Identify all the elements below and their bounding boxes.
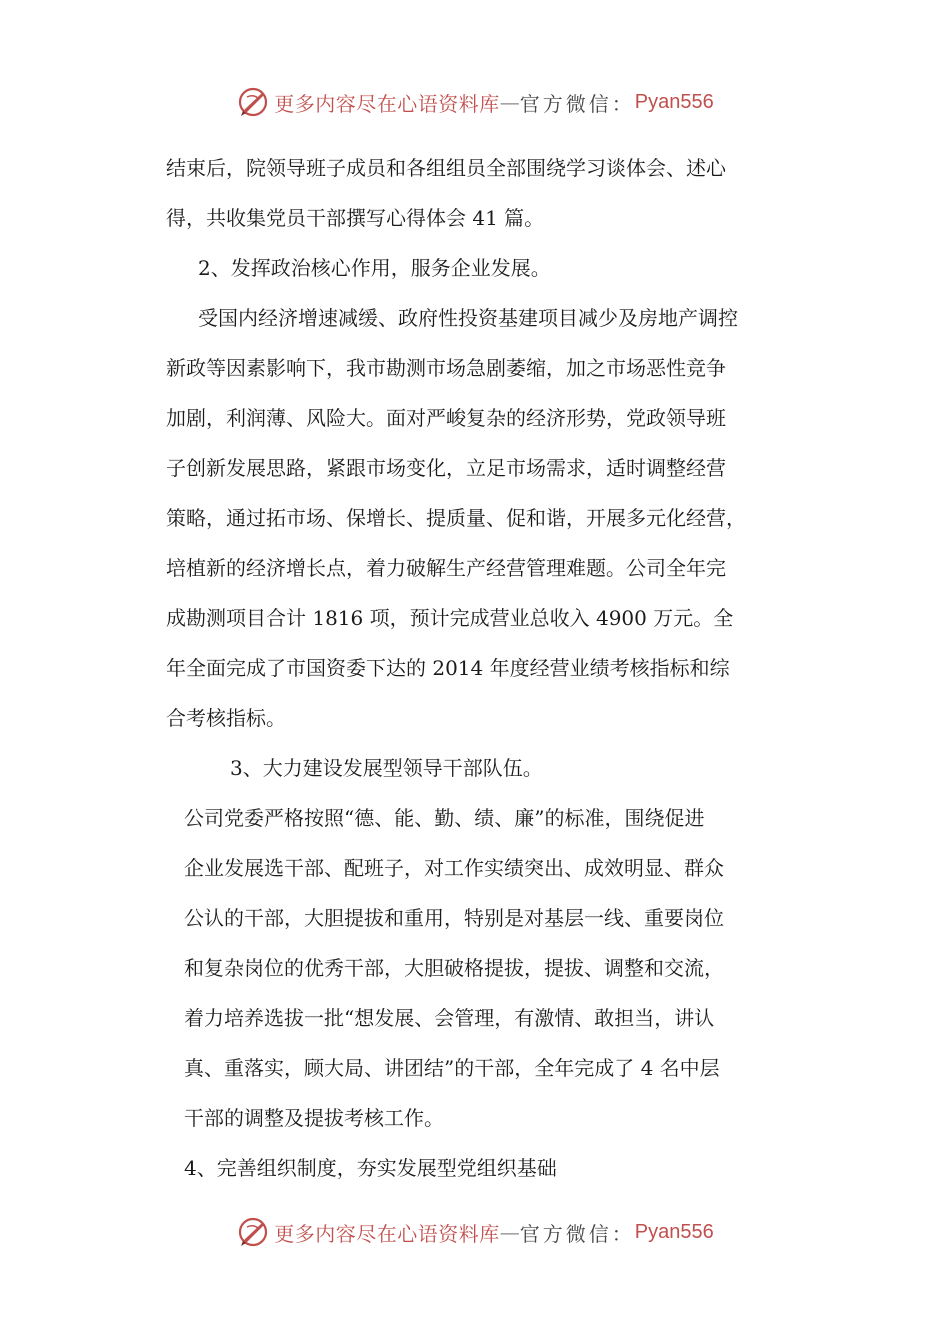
text-line: 子创新发展思路，紧跟市场变化，立足市场需求，适时调整经营 <box>166 456 726 480</box>
watermark-dash: — <box>499 1220 520 1244</box>
text-line: 公认的干部，大胆提拔和重用，特别是对基层一线、重要岗位 <box>184 906 724 930</box>
text-line: 成勘测项目合计 1816 项，预计完成营业总收入 4900 万元。全 <box>166 606 734 630</box>
text-line: 受国内经济增速减缓、政府性投资基建项目减少及房地产调控 <box>198 306 738 330</box>
text-line: 加剧，利润薄、风险大。面对严峻复杂的经济形势，党政领导班 <box>166 406 726 430</box>
text-line: 合考核指标。 <box>166 706 286 730</box>
section-heading: 4、完善组织制度，夯实发展型党组织基础 <box>184 1156 557 1180</box>
text-line: 年全面完成了市国资委下达的 2014 年度经营业绩考核指标和综 <box>166 656 730 680</box>
text-line: 干部的调整及提拔考核工作。 <box>184 1106 444 1130</box>
text-line: 策略，通过拓市场、保增长、提质量、促和谐，开展多元化经营， <box>166 506 746 530</box>
text-line: 企业发展选干部、配班子，对工作实绩突出、成效明显、群众 <box>184 856 724 880</box>
watermark-wechat: Pyan556 <box>634 1220 714 1243</box>
watermark-brand: 更多内容尽在心语资料库 <box>274 91 500 116</box>
watermark-label: 官方微信： <box>519 1221 635 1246</box>
text-line: 公司党委严格按照“德、能、勤、绩、廉”的标准，围绕促进 <box>184 806 705 830</box>
brush-logo-icon <box>236 85 270 119</box>
text-line: 真、重落实，顾大局、讲团结”的干部，全年完成了 4 名中层 <box>184 1056 720 1080</box>
text-line: 培植新的经济增长点，着力破解生产经营管理难题。公司全年完 <box>166 556 726 580</box>
watermark-label: 官方微信： <box>519 91 635 116</box>
text-line: 得，共收集党员干部撰写心得体会 41 篇。 <box>166 206 545 230</box>
text-line: 着力培养选拔一批“想发展、会管理，有激情、敢担当，讲认 <box>184 1006 715 1030</box>
text-line: 结束后，院领导班子成员和各组组员全部围绕学习谈体会、述心 <box>166 156 726 180</box>
section-heading: 3、大力建设发展型领导干部队伍。 <box>230 756 543 780</box>
text-line: 新政等因素影响下，我市勘测市场急剧萎缩，加之市场恶性竞争 <box>166 356 726 380</box>
watermark-brand: 更多内容尽在心语资料库 <box>274 1221 500 1246</box>
section-heading: 2、发挥政治核心作用，服务企业发展。 <box>198 256 551 280</box>
text-line: 和复杂岗位的优秀干部，大胆破格提拔，提拔、调整和交流， <box>184 956 724 980</box>
footer-watermark <box>0 1212 950 1252</box>
brush-logo-icon <box>236 1215 270 1249</box>
watermark-wechat: Pyan556 <box>634 90 714 113</box>
watermark-dash: — <box>499 90 520 114</box>
header-watermark <box>0 82 950 122</box>
